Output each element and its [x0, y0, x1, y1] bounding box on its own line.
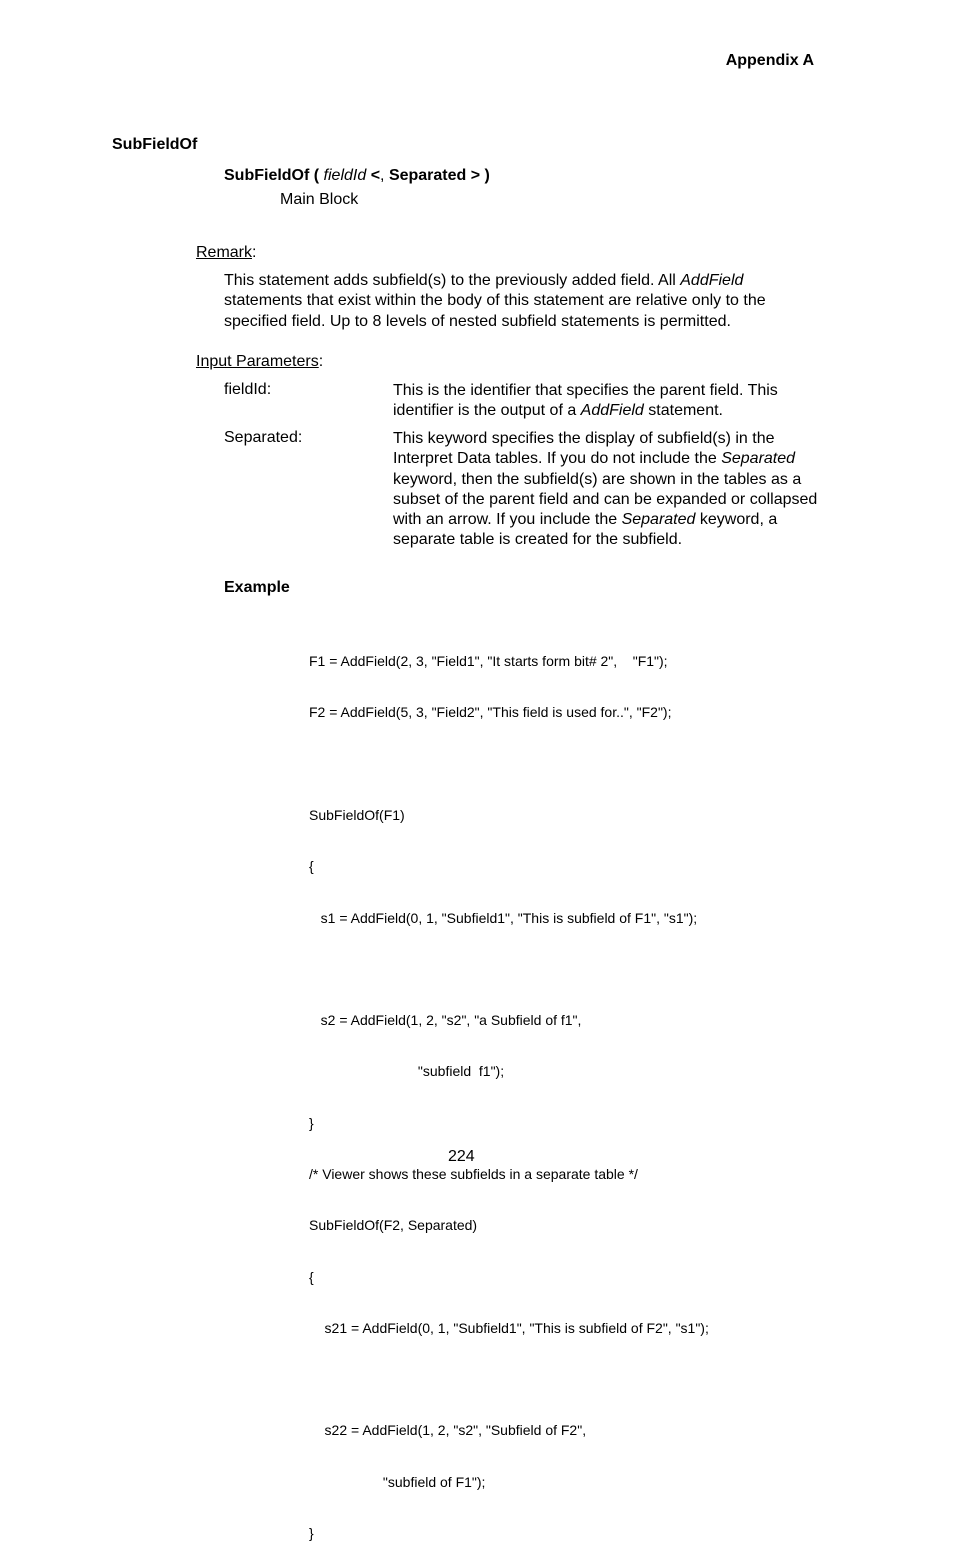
param-desc-separated [393, 429, 818, 551]
syntax-optional-keyword: Separated > ) [388, 167, 490, 184]
code-line: { [309, 858, 314, 875]
param-desc-italic: Separated [621, 511, 696, 529]
param-desc-italic: Separated [721, 450, 796, 468]
block-name: Main Block [280, 191, 359, 208]
section-title: SubFieldOf [112, 136, 198, 153]
remark-text-start: This statement adds subfield(s) to the previously added field. All [224, 272, 681, 289]
code-line: { [309, 1268, 314, 1285]
param-desc-text: This keyword specifies the display of subfield(s) in the Interpret Data tables. If you do not include the [393, 430, 775, 468]
code-line: SubFieldOf(F2, Separated) [309, 1217, 478, 1234]
param-desc-text: keyword, a separate table is created for the subfield. [393, 511, 778, 549]
param-desc-text: keyword, then the subfield(s) are shown in the tables as a subset of the parent field and can be expanded or collapsed with an arrow. If you include the [393, 470, 818, 529]
remark-paragraph [224, 271, 819, 332]
code-line: s1 = AddField(0, 1, "Subfield1", "This is subfield of F1", "s1"); [309, 909, 698, 926]
syntax-line [224, 167, 490, 185]
code-line [309, 1371, 709, 1388]
remark-heading [196, 244, 256, 262]
param-name-separated: Separated: [224, 429, 303, 446]
syntax-comma: , [380, 167, 389, 184]
remark-heading-colon: : [252, 244, 257, 261]
param-desc-text: statement. [643, 402, 723, 420]
input-parameters-heading [196, 353, 323, 371]
code-line: "subfield of F1"); [309, 1473, 486, 1490]
remark-heading-label: Remark [196, 244, 253, 261]
code-line: "subfield f1"); [309, 1063, 505, 1080]
code-line: s22 = AddField(1, 2, "s2", "Subfield of F2", [309, 1422, 587, 1439]
remark-text-italic: AddField [680, 272, 744, 289]
code-line: } [309, 1524, 314, 1541]
running-header: Appendix A [725, 52, 814, 69]
code-line: s21 = AddField(0, 1, "Subfield1", "This is subfield of F2", "s1"); [309, 1319, 709, 1336]
code-line: /* Viewer shows these subfields in a separate table */ [309, 1166, 638, 1182]
example-code-block [309, 619, 709, 1559]
example-title: Example [224, 579, 290, 596]
param-name-fieldid: fieldId: [224, 381, 272, 398]
param-desc-text: This is the identifier that specifies the parent field. This identifier is the output of a [393, 382, 778, 420]
code-line: } [309, 1114, 314, 1131]
param-desc-italic: AddField [580, 402, 644, 420]
remark-text-end: statements that exist within the body of this statement are relative only to the specified field. Up to 8 levels of nested subfield statements is permitted. [224, 292, 766, 330]
code-line [309, 961, 709, 978]
code-line: s2 = AddField(1, 2, "s2", "a Subfield of f1", [309, 1012, 582, 1029]
page-number: 224 [448, 1148, 475, 1165]
code-line: F2 = AddField(5, 3, "Field2", "This field is used for..", "F2"); [309, 704, 672, 721]
input-parameters-heading-label: Input Parameters [196, 353, 319, 370]
param-desc-fieldid [393, 381, 818, 422]
syntax-open-optional: < [366, 167, 381, 184]
code-line [309, 756, 709, 773]
syntax-param: fieldId [323, 167, 367, 184]
code-line: F1 = AddField(2, 3, "Field1", "It starts form bit# 2", "F1"); [309, 653, 668, 670]
syntax-keyword: SubFieldOf ( [224, 167, 324, 184]
input-parameters-heading-colon: : [318, 353, 324, 370]
code-line: SubFieldOf(F1) [309, 807, 405, 824]
